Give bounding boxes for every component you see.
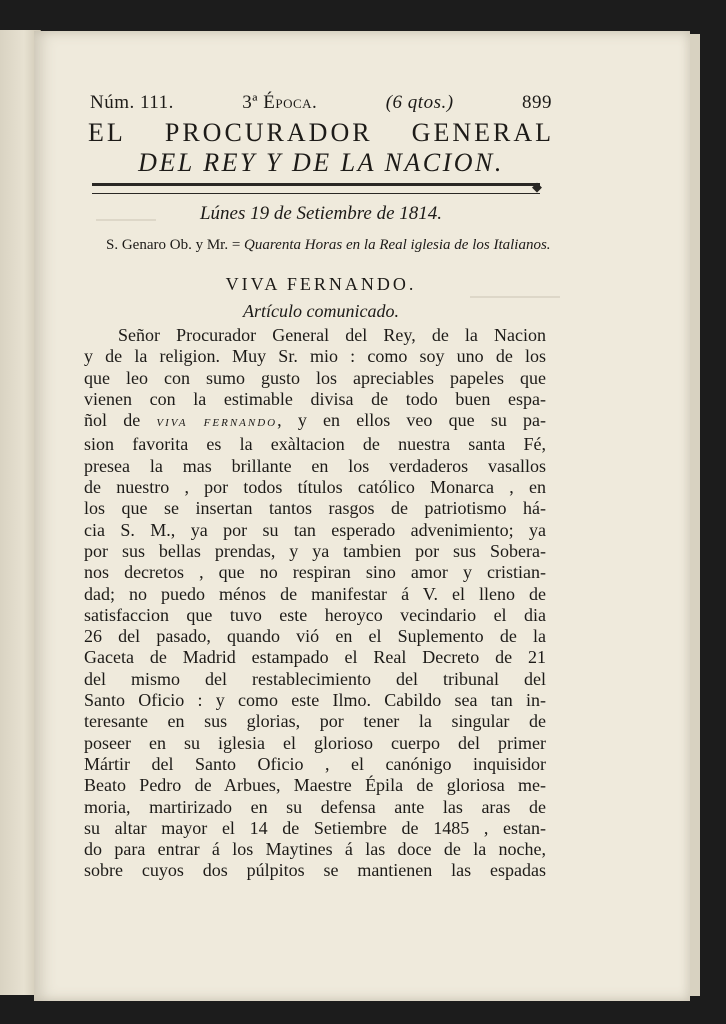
body-line: presea la mas brillante en los verdaderos vasallos (84, 455, 546, 476)
body-line: satisfaccion que tuvo este heroyco vecindario el dia (84, 604, 546, 625)
saint-text: S. Genaro Ob. y Mr. = (106, 237, 245, 253)
masthead-header-line (90, 92, 552, 114)
article-body (84, 325, 546, 882)
body-line: dad; no puedo ménos de manifestar á V. el lleno de (84, 583, 546, 604)
masthead-title (88, 118, 554, 148)
body-line: sion favorita es la exàltacion de nuestra santa Fé, (84, 434, 546, 455)
body-line: nos decretos , que no respiran sino amor y cristian- (84, 562, 546, 583)
issue-number: Núm. 111. (90, 92, 174, 113)
body-line-prefix: ñol de (84, 410, 141, 431)
body-line: del mismo del restablecimiento del tribunal del (84, 668, 546, 689)
body-line: Gaceta de Madrid estampado el Real Decreto de 21 (84, 647, 546, 668)
saint-of-day (106, 235, 552, 255)
body-line: por sus bellas prendas, y ya tambien por sus Sobera- (84, 540, 546, 561)
body-line: los que se insertan tantos rasgos de patriotismo há- (84, 498, 546, 519)
article-subheading: Artículo comunicado. (243, 301, 399, 321)
page-edge-right (690, 34, 700, 996)
page-number: 899 (521, 92, 552, 113)
body-line: teresante en sus glorias, por tener la singular de (84, 711, 546, 732)
epoch-label: 3ª Época. (242, 92, 318, 113)
body-line: Mártir del Santo Oficio , el canónigo inquisidor (84, 753, 546, 774)
masthead-subtitle: DEL REY Y DE LA NACION. (138, 148, 504, 177)
viva-fernando-motto: VIVA FERNANDO (156, 417, 278, 430)
quotas-label: (6 qtos.) (385, 92, 454, 113)
body-line: cia S. M., ya por su tan esperado advenimiento; ya (84, 519, 546, 540)
body-line: y de la religion. Muy Sr. mio : como soy uno de los (84, 346, 546, 367)
rule-ornament-icon: ◆ (532, 180, 542, 195)
title-word: PROCURADOR (164, 118, 373, 147)
body-line: poseer en su iglesia el glorioso cuerpo del primer (84, 732, 546, 753)
body-line-rest: , y en ellos veo que su pa- (277, 410, 547, 431)
title-word: GENERAL (411, 118, 554, 147)
issue-date: Lúnes 19 de Setiembre de 1814. (199, 203, 443, 224)
body-line: Beato Pedro de Arbues, Maestre Épila de gloriosa me- (84, 775, 546, 796)
body-line: 26 del pasado, quando vió en el Suplemento de la (84, 626, 546, 647)
body-line: vienen con la estimable divisa de todo buen espa- (84, 388, 546, 409)
body-line: que leo con sumo gusto los apreciables papeles que (84, 367, 546, 388)
body-line: sobre cuyos dos púlpitos se mantienen las espadas (84, 860, 546, 881)
devotion-text: Quarenta Horas en la Real iglesia de los Italianos. (244, 237, 551, 253)
section-heading: VIVA FERNANDO. (225, 274, 417, 294)
title-word: EL (88, 118, 126, 147)
body-line: moria, martirizado en su defensa ante las aras de (84, 796, 546, 817)
masthead-rule (92, 183, 540, 194)
body-line: su altar mayor el 14 de Setiembre de 1485 , estan- (84, 817, 546, 838)
body-line (84, 410, 546, 434)
body-line: do para entrar á los Maytines á las doce de la noche, (84, 839, 546, 860)
body-line: Señor Procurador General del Rey, de la Nacion (118, 325, 546, 345)
body-line: de nuestro , por todos títulos católico Monarca , en (84, 477, 546, 498)
body-line: Santo Oficio : y como este Ilmo. Cabildo sea tan in- (84, 690, 546, 711)
